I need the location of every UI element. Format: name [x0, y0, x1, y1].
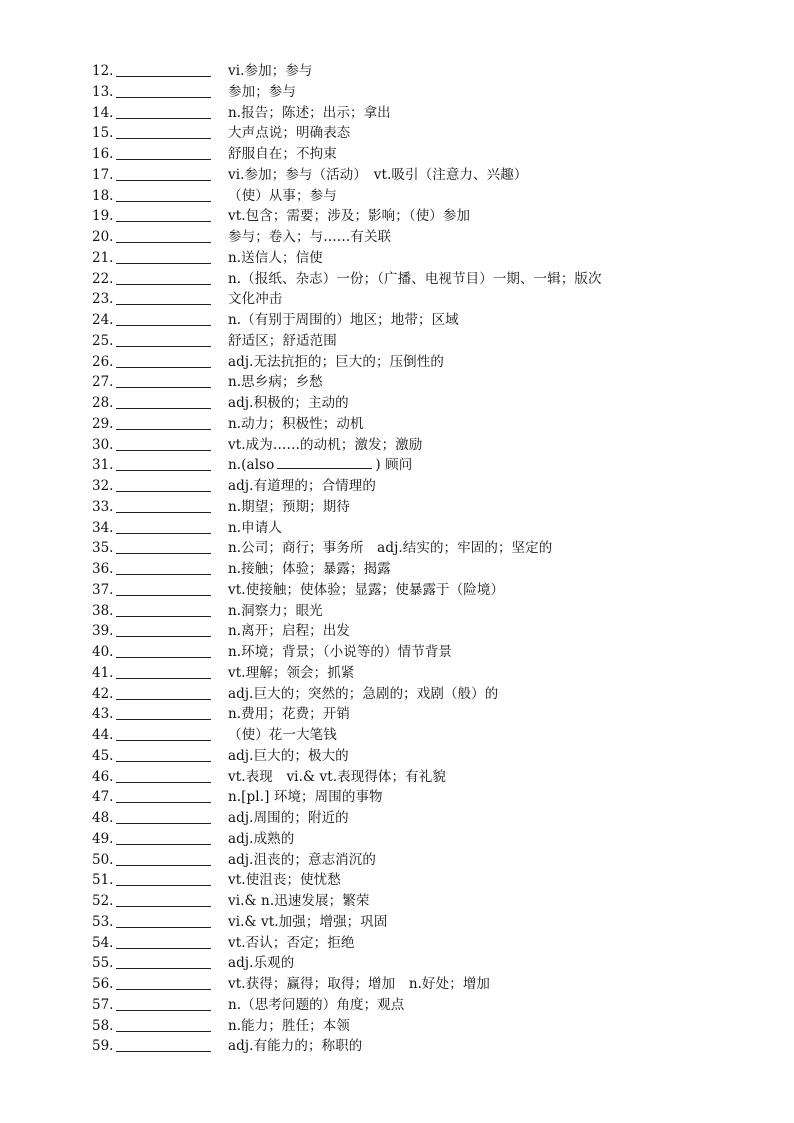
vocab-row: [92, 953, 782, 974]
definition-text: （使）花一大笔钱: [228, 727, 337, 743]
vocab-row: [92, 933, 782, 954]
definition-text: vt.使接触；使体验；显露；使暴露于（险境）: [228, 581, 505, 598]
answer-blank[interactable]: [116, 367, 211, 368]
answer-blank[interactable]: [116, 1010, 211, 1011]
definition-text: 文化冲击: [228, 291, 283, 308]
item-number: 38.: [92, 602, 114, 619]
item-number: 42.: [92, 685, 114, 702]
definition-text: n.报告；陈述；出示；拿出: [228, 104, 391, 121]
definition-text: 参加；参与: [228, 83, 296, 100]
vocab-row: [92, 435, 782, 456]
item-number: 43.: [92, 706, 114, 723]
answer-blank[interactable]: [116, 989, 211, 990]
definition-text: n.公司；商行；事务所 adj.结实的；牢固的；坚定的: [228, 540, 553, 557]
answer-blank[interactable]: [116, 221, 211, 222]
definition-text: vi.& n.迅速发展；繁荣: [228, 893, 370, 909]
item-number: 18.: [92, 187, 114, 204]
vocab-row: [92, 393, 782, 414]
definition-text: adj.有能力的；称职的: [228, 1038, 363, 1055]
item-number: 44.: [92, 727, 114, 743]
answer-blank[interactable]: [116, 761, 211, 762]
definition-text: vi.& vt.加强；增强；巩固: [228, 913, 388, 930]
answer-blank[interactable]: [116, 740, 211, 741]
item-number: 35.: [92, 540, 114, 557]
vocab-row: [92, 829, 782, 850]
answer-blank[interactable]: [116, 657, 211, 658]
answer-blank[interactable]: [116, 1051, 211, 1052]
definition-text: vt.使沮丧；使忧愁: [228, 872, 341, 889]
item-number: 55.: [92, 955, 114, 972]
answer-blank[interactable]: [116, 346, 211, 347]
answer-blank[interactable]: [116, 906, 211, 907]
vocab-row: [92, 787, 782, 808]
vocab-row: [92, 455, 782, 476]
vocab-row: [92, 1036, 782, 1057]
answer-blank[interactable]: [116, 636, 211, 637]
item-number: 45.: [92, 747, 114, 764]
answer-blank[interactable]: [116, 553, 211, 554]
item-number: 29.: [92, 415, 114, 432]
definition-text: vi.参加；参与: [228, 63, 313, 79]
item-number: 12.: [92, 63, 114, 79]
answer-blank[interactable]: [116, 491, 211, 492]
answer-blank[interactable]: [116, 885, 211, 886]
definition-text: vt.成为……的动机；激发；激励: [228, 436, 423, 453]
vocab-row: [92, 663, 782, 684]
answer-blank[interactable]: [116, 76, 211, 77]
item-number: 40.: [92, 644, 114, 660]
vocab-row: [92, 995, 782, 1016]
definition-text: 参与；卷入；与……有关联: [228, 229, 392, 245]
definition-text: vt.包含；需要；涉及；影响；（使）参加: [228, 208, 471, 225]
vocabulary-list: [92, 61, 782, 1057]
vocab-row: [92, 767, 782, 788]
answer-blank[interactable]: [116, 159, 211, 160]
answer-blank[interactable]: [116, 823, 211, 824]
answer-blank[interactable]: [116, 450, 211, 451]
answer-blank[interactable]: [116, 782, 211, 783]
vocab-row: [92, 414, 782, 435]
definition-text: adj.周围的；附近的: [228, 810, 349, 826]
item-number: 39.: [92, 623, 114, 640]
item-number: 59.: [92, 1038, 114, 1055]
definition-text: adj.沮丧的；意志消沉的: [228, 851, 376, 868]
vocab-row: [92, 352, 782, 373]
definition-text: adj.成熟的: [228, 830, 295, 847]
vocab-row: [92, 186, 782, 207]
answer-blank[interactable]: [116, 512, 211, 513]
definition-text: n.（思考问题的）角度；观点: [228, 996, 405, 1013]
vocab-row: [92, 1016, 782, 1037]
item-number: 51.: [92, 872, 114, 889]
answer-blank[interactable]: [116, 201, 211, 202]
item-number: 53.: [92, 913, 114, 930]
vocab-row: [92, 642, 782, 663]
vocab-row: [92, 165, 782, 186]
vocab-row: [92, 248, 782, 269]
definition-text: 舒服自在；不拘束: [228, 146, 337, 162]
answer-blank[interactable]: [116, 304, 211, 305]
item-number: 28.: [92, 395, 114, 411]
item-number: 19.: [92, 208, 114, 225]
definition-text: n.环境；背景；（小说等的）情节背景: [228, 644, 453, 660]
answer-blank[interactable]: [116, 802, 211, 803]
vocab-row: [92, 704, 782, 725]
definition-text: 舒适区；舒适范围: [228, 332, 337, 349]
answer-blank[interactable]: [116, 470, 211, 471]
definition-text: n.送信人；信使: [228, 249, 323, 266]
definition-text: n.动力；积极性；动机: [228, 415, 364, 432]
item-number: 24.: [92, 312, 114, 328]
vocab-row: [92, 601, 782, 622]
item-number: 13.: [92, 83, 114, 100]
definition-text: n.[pl.] 环境；周围的事物: [228, 789, 383, 806]
definition-text: adj.乐观的: [228, 955, 295, 972]
item-number: 37.: [92, 581, 114, 598]
vocab-row: [92, 850, 782, 871]
item-number: 25.: [92, 332, 114, 349]
answer-blank[interactable]: [116, 387, 211, 388]
item-number: 16.: [92, 146, 114, 162]
definition-text: vt.获得；赢得；取得；增加 n.好处；增加: [228, 976, 491, 992]
vocab-row: [92, 538, 782, 559]
item-number: 33.: [92, 498, 114, 515]
item-number: 50.: [92, 851, 114, 868]
definition-text: vi.参加；参与（活动） vt.吸引（注意力、兴趣）: [228, 166, 528, 183]
vocab-row: [92, 61, 782, 82]
definition-text: [228, 455, 412, 476]
vocab-row: [92, 331, 782, 352]
definition-text: vt.表现 vi.& vt.表现得体；有礼貌: [228, 768, 446, 785]
vocab-row: [92, 310, 782, 331]
definition-text: n.能力；胜任；本领: [228, 1017, 350, 1034]
answer-blank[interactable]: [116, 118, 211, 119]
item-number: 49.: [92, 830, 114, 847]
definition-text: n.费用；花费；开销: [228, 706, 350, 723]
definition-text: n.洞察力；眼光: [228, 602, 323, 619]
answer-blank[interactable]: [116, 719, 211, 720]
vocab-row: [92, 684, 782, 705]
answer-blank[interactable]: [116, 533, 211, 534]
definition-text: n.（有别于周围的）地区；地带；区域: [228, 312, 459, 328]
item-number: 27.: [92, 374, 114, 391]
answer-blank[interactable]: [116, 263, 211, 264]
answer-blank[interactable]: [116, 595, 211, 596]
vocab-row: [92, 746, 782, 767]
item-number: 14.: [92, 104, 114, 121]
vocab-row: [92, 518, 782, 539]
item-number: 52.: [92, 893, 114, 909]
vocab-row: [92, 269, 782, 290]
item-number: 48.: [92, 810, 114, 826]
vocab-row: [92, 289, 782, 310]
item-number: 57.: [92, 996, 114, 1013]
vocab-row: [92, 476, 782, 497]
definition-text: adj.积极的；主动的: [228, 395, 349, 411]
vocab-row: [92, 891, 782, 912]
vocab-row: [92, 103, 782, 124]
item-number: 56.: [92, 976, 114, 992]
definition-text: adj.巨大的；突然的；急剧的；戏剧（般）的: [228, 685, 499, 702]
definition-suffix: ) 顾问: [375, 457, 413, 474]
answer-blank[interactable]: [116, 968, 211, 969]
definition-text: n.（报纸、杂志）一份；（广播、电视节目）一期、一辑；版次: [228, 270, 602, 287]
answer-blank[interactable]: [116, 429, 211, 430]
vocab-row: [92, 974, 782, 995]
vocab-row: [92, 808, 782, 829]
answer-blank[interactable]: [116, 616, 211, 617]
item-number: 58.: [92, 1017, 114, 1034]
item-number: 26.: [92, 353, 114, 370]
item-number: 23.: [92, 291, 114, 308]
item-number: 15.: [92, 125, 114, 142]
answer-blank[interactable]: [116, 844, 211, 845]
item-number: 22.: [92, 270, 114, 287]
answer-blank[interactable]: [116, 242, 211, 243]
item-number: 17.: [92, 166, 114, 183]
definition-text: n.期望；预期；期待: [228, 498, 350, 515]
vocab-row: [92, 725, 782, 746]
item-number: 32.: [92, 478, 114, 494]
answer-blank[interactable]: [116, 284, 211, 285]
answer-blank[interactable]: [116, 180, 211, 181]
definition-text: n.接触；体验；暴露；揭露: [228, 561, 391, 577]
answer-blank[interactable]: [116, 97, 211, 98]
vocab-row: [92, 559, 782, 580]
answer-blank[interactable]: [116, 574, 211, 575]
answer-blank[interactable]: [116, 138, 211, 139]
item-number: 20.: [92, 229, 114, 245]
definition-text: vt.否认；否定；拒绝: [228, 934, 355, 951]
answer-blank[interactable]: [116, 699, 211, 700]
definition-text: adj.有道理的；合情理的: [228, 478, 376, 494]
vocab-row: [92, 144, 782, 165]
item-number: 54.: [92, 934, 114, 951]
item-number: 34.: [92, 519, 114, 536]
definition-text: （使）从事；参与: [228, 187, 337, 204]
item-number: 36.: [92, 561, 114, 577]
vocab-row: [92, 123, 782, 144]
vocab-row: [92, 912, 782, 933]
vocab-row: [92, 497, 782, 518]
vocab-row: [92, 870, 782, 891]
definition-text: n.离开；启程；出发: [228, 623, 350, 640]
item-number: 21.: [92, 249, 114, 266]
definition-text: n.思乡病；乡愁: [228, 374, 323, 391]
definition-text: 大声点说；明确表态: [228, 125, 351, 142]
answer-blank[interactable]: [116, 408, 211, 409]
definition-text: adj.无法抗拒的；巨大的；压倒性的: [228, 353, 444, 370]
item-number: 47.: [92, 789, 114, 806]
vocab-row: [92, 372, 782, 393]
answer-blank[interactable]: [116, 865, 211, 866]
definition-text: adj.巨大的；极大的: [228, 747, 349, 764]
vocab-row: [92, 227, 782, 248]
vocab-row: [92, 621, 782, 642]
definition-text: vt.理解；领会；抓紧: [228, 664, 355, 681]
item-number: 41.: [92, 664, 114, 681]
answer-blank[interactable]: [116, 1031, 211, 1032]
vocab-row: [92, 580, 782, 601]
vocab-row: [92, 206, 782, 227]
inline-answer-blank[interactable]: [277, 456, 372, 469]
answer-blank[interactable]: [116, 325, 211, 326]
item-number: 30.: [92, 436, 114, 453]
item-number: 46.: [92, 768, 114, 785]
answer-blank[interactable]: [116, 927, 211, 928]
item-number: 31.: [92, 457, 114, 474]
vocab-row: [92, 82, 782, 103]
definition-text: n.申请人: [228, 519, 282, 536]
answer-blank[interactable]: [116, 948, 211, 949]
definition-prefix: n.(also: [228, 457, 275, 474]
answer-blank[interactable]: [116, 678, 211, 679]
